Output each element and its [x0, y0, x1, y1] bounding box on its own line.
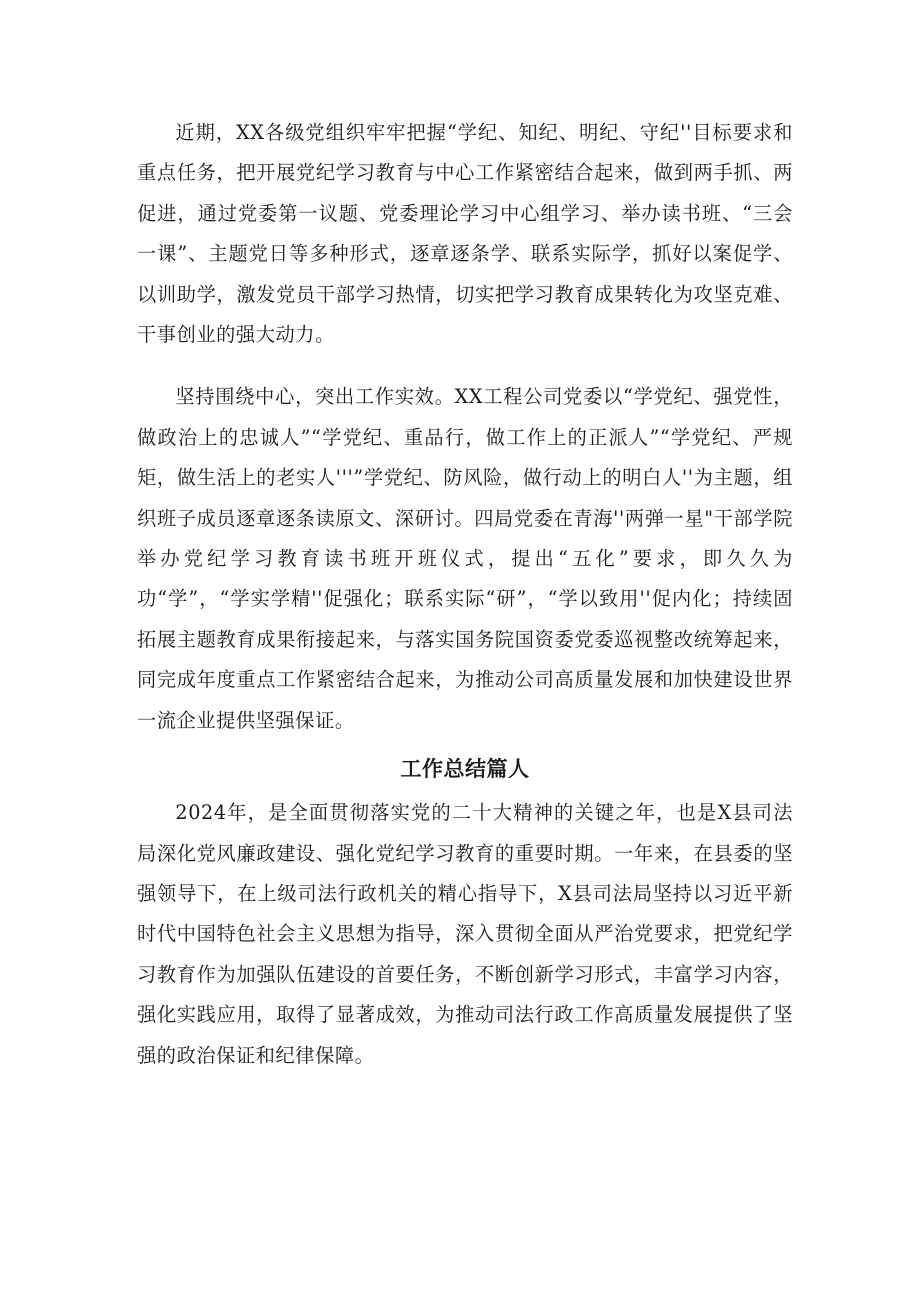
section-heading: 工作总结篇人 [400, 757, 530, 782]
document-body [137, 113, 793, 1076]
paragraph-county-justice-bureau: 2024年，是全面贯彻落实党的二十大精神的关键之年，也是X县司法局深化党风廉政建设、强化党纪学习教育的重要时期。一年来，在县委的坚强领导下，在上级司法行政机关的精心指导下，X县司法局坚持以习近平新时代中国特色社会主义思想为指导，深入贯彻全面从严治党要求，把党纪学习教育作为加强队伍建设的首要任务，不断创新学习形式，丰富学习内容，强化实践应用，取得了显著成效，为推动司法行政工作高质量发展提供了坚强的政治保证和纪律保障。 [137, 801, 793, 1067]
paragraph-engineering-company: 坚持围绕中心，突出工作实效。XX工程公司党委以“学党纪、强党性，做政治上的忠诚人”“学党纪、重品行，做工作上的正派人”“学党纪、严规矩，做生活上的老实人'''”学党纪、防风险，做行动上的明白人''为主题，组织班子成员逐章逐条读原文、深研讨。四局党委在青海''两弹一星"干部学院举办党纪学习教育读书班开班仪式，提出“五化”要求，即久久为功“学”，“学实学精''促强化；联系实际“研”，“学以致用''促内化；持续固拓展主题教育成果衔接起来，与落实国务院国资委党委巡视整改统筹起来，同完成年度重点工作紧密结合起来，为推动公司高质量发展和加快建设世界一流企业提供坚强保证。 [137, 385, 793, 732]
paragraph-party-discipline-overview: 近期，XX各级党组织牢牢把握“学纪、知纪、明纪、守纪''目标要求和重点任务，把开展党纪学习教育与中心工作紧密结合起来，做到两手抓、两促进，通过党委第一议题、党委理论学习中心组学习、举办读书班、“三会一课”、主题党日等多种形式，逐章逐条学、联系实际学，抓好以案促学、以训助学，激发党员干部学习热情，切实把学习教育成果转化为攻坚克难、干事创业的强大动力。 [137, 121, 793, 347]
